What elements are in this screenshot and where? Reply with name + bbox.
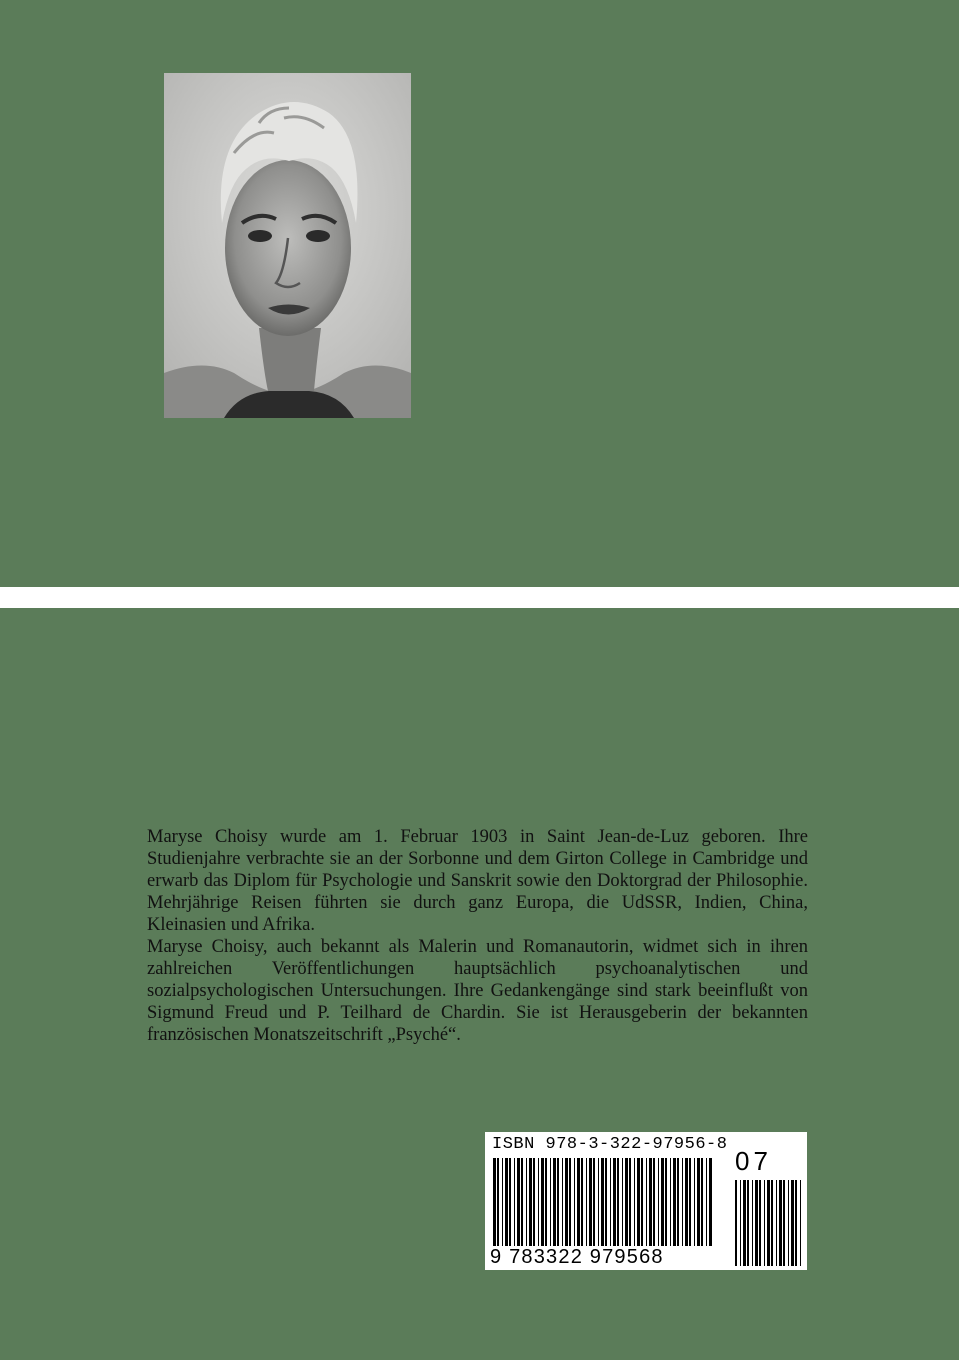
barcode-bar: [497, 1158, 499, 1246]
barcode-bar: [755, 1180, 758, 1266]
barcode-bar: [788, 1180, 789, 1266]
barcode-bar: [800, 1180, 801, 1266]
barcode-bar: [629, 1158, 631, 1246]
barcode-bar: [677, 1158, 679, 1246]
barcode-bar: [759, 1180, 761, 1266]
barcode-bar: [493, 1158, 496, 1246]
barcode-bar: [545, 1158, 547, 1246]
barcode-bar: [574, 1158, 575, 1246]
barcode-bar: [747, 1180, 749, 1266]
barcode-bar: [697, 1158, 700, 1246]
barcode-bar: [701, 1158, 703, 1246]
barcode-bar: [646, 1158, 647, 1246]
white-divider-stripe: [0, 587, 959, 608]
barcode-bar: [577, 1158, 580, 1246]
barcode-bar: [541, 1158, 544, 1246]
barcode-bar: [764, 1180, 765, 1266]
barcode-bar: [526, 1158, 527, 1246]
barcode-addon-digits: 07: [735, 1146, 772, 1176]
barcode-bar: [685, 1158, 688, 1246]
barcode-bar: [743, 1180, 746, 1266]
barcode-bar: [767, 1180, 770, 1266]
ean-digits: 9 783322 979568: [490, 1246, 664, 1268]
barcode-bar: [682, 1158, 683, 1246]
barcode-bar: [505, 1158, 508, 1246]
barcode-bar: [557, 1158, 559, 1246]
barcode-bar: [533, 1158, 535, 1246]
barcode-bar: [661, 1158, 664, 1246]
bio-paragraph-2: Maryse Choisy, auch bekannt als Malerin und Romanautorin, widmet sich in ihren zahlreichen Veröffentlichungen hauptsächlich psychoanalytischen und sozialpsychologischen Untersuchungen. Ihre Gedankengänge sind stark beeinflußt von Sigmund Freud und P. Teilhard de Chardin. Sie ist Herausgeberin der bekannten französischen Monatszeitschrift „Psyché“.: [147, 937, 808, 1045]
barcode-bar: [670, 1158, 671, 1246]
barcode-bar: [706, 1158, 707, 1246]
barcode-bar: [605, 1158, 607, 1246]
barcode-bar: [550, 1158, 551, 1246]
isbn-barcode-label: [485, 1132, 807, 1270]
barcode-bar: [521, 1158, 523, 1246]
barcode-bar: [562, 1158, 563, 1246]
barcode-bar: [783, 1180, 785, 1266]
barcode-bar: [565, 1158, 568, 1246]
barcode-bar: [649, 1158, 652, 1246]
barcode-bar: [517, 1158, 520, 1246]
barcode-bar: [653, 1158, 655, 1246]
barcode-bar: [735, 1180, 737, 1266]
barcode-bar: [795, 1180, 797, 1266]
barcode-bar: [538, 1158, 539, 1246]
barcode-bar: [776, 1180, 777, 1266]
portrait-image: [164, 73, 411, 418]
barcode-bar: [610, 1158, 611, 1246]
isbn-text: ISBN 978-3-322-97956-8: [492, 1135, 728, 1154]
barcode-bar: [529, 1158, 532, 1246]
barcode-bar: [625, 1158, 628, 1246]
barcode-bar: [589, 1158, 592, 1246]
barcode-bar: [694, 1158, 695, 1246]
barcode-bar: [622, 1158, 623, 1246]
barcode-bar: [740, 1180, 741, 1266]
barcode-bar: [553, 1158, 556, 1246]
barcode-bar: [569, 1158, 571, 1246]
barcode-bar: [752, 1180, 753, 1266]
barcode-bar: [586, 1158, 587, 1246]
barcode-bar: [509, 1158, 511, 1246]
author-biography: [147, 826, 808, 1046]
barcode-bar: [658, 1158, 659, 1246]
bio-paragraph-1: Maryse Choisy wurde am 1. Februar 1903 in Saint Jean-de-Luz geboren. Ihre Studienjahre verbrachte sie an der Sorbonne und dem Girton College in Cambridge und erwarb das Diplom für Psychologie und Sanskrit sowie den Doktorgrad der Philosophie. Mehrjährige Reisen führten sie durch ganz Europa, die UdSSR, Indien, China, Kleinasien und Afrika.: [147, 827, 808, 935]
barcode-bar: [613, 1158, 616, 1246]
barcode-bar: [665, 1158, 667, 1246]
barcode-bar: [709, 1158, 712, 1246]
barcode-bar: [593, 1158, 595, 1246]
barcode-bar: [779, 1180, 782, 1266]
barcode-bar: [673, 1158, 676, 1246]
barcode-bar: [617, 1158, 619, 1246]
barcode-bar: [502, 1158, 503, 1246]
barcode-bar: [601, 1158, 604, 1246]
barcode-bar: [514, 1158, 515, 1246]
barcode-bar: [598, 1158, 599, 1246]
barcode-bar: [689, 1158, 691, 1246]
barcode-bar: [581, 1158, 583, 1246]
barcode-bar: [791, 1180, 794, 1266]
barcode-bar: [771, 1180, 773, 1266]
barcode-bar: [634, 1158, 635, 1246]
barcode-bar: [641, 1158, 643, 1246]
barcode-bar: [637, 1158, 640, 1246]
author-portrait-photo: [164, 73, 411, 418]
